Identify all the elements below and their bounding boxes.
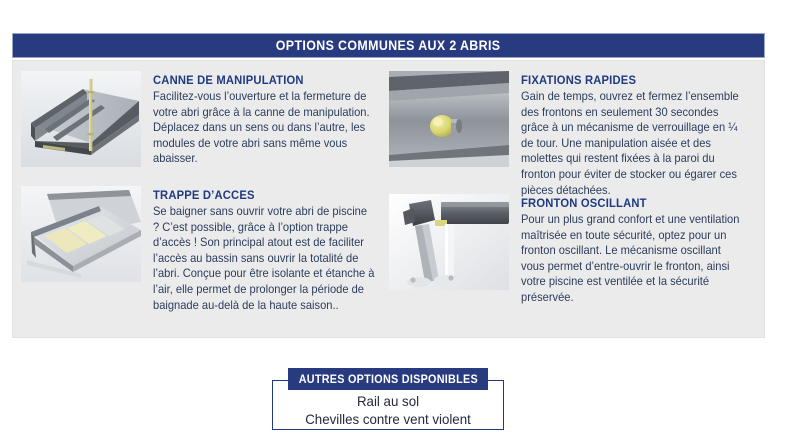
- feature-trappe-d-acces: [21, 186, 385, 313]
- autres-options-header-banner: [288, 368, 488, 390]
- feature-title: TRAPPE D’ACCES: [153, 188, 255, 202]
- feature-title: FRONTON OSCILLANT: [521, 196, 647, 210]
- list-item: Rail au sol: [356, 393, 420, 409]
- features-panel: [12, 60, 765, 338]
- autres-options-section: [272, 368, 504, 430]
- feature-image-fronton-oscillant: [389, 194, 509, 290]
- feature-text-fronton-oscillant: [521, 194, 753, 306]
- feature-image-fixations-rapides: [389, 71, 509, 167]
- options-header-banner: [12, 33, 765, 58]
- feature-fixations-rapides: [389, 71, 753, 198]
- feature-image-trappe-d-acces: [21, 186, 141, 282]
- feature-fronton-oscillant: [389, 194, 753, 306]
- features-column-left: [13, 61, 389, 337]
- mecanisme-fronton-oscillant-icon: [389, 194, 509, 290]
- feature-title: FIXATIONS RAPIDES: [521, 73, 637, 87]
- feature-body: Gain de temps, ouvrez et fermez l’ensemble des frontons en seulement 30 secondes grâce à un mécanisme de verrouillage en ¼ de tour. Une manipulation aisée et des molettes qui restent fixées à la paroi du fronton pour éviter de stocker ou égarer ces pièces détachées.: [521, 90, 739, 197]
- page-title: OPTIONS COMMUNES AUX 2 ABRIS: [276, 38, 501, 53]
- molette-sur-rail-icon: [389, 71, 509, 167]
- feature-body: Pour un plus grand confort et une ventilation maîtrisée en toute sécurité, optez pour un fronton oscillant. Le mécanisme oscillant vous permet d’entre-ouvrir le fronton, ainsi votre piscine est ventilée et la sécurité préservée.: [521, 213, 740, 304]
- rail-abri-canne-icon: [21, 71, 141, 167]
- feature-text-canne-de-manipulation: [153, 71, 385, 167]
- autres-options-title: AUTRES OPTIONS DISPONIBLES: [298, 372, 478, 386]
- feature-body: Facilitez-vous l’ouverture et la fermeture de votre abri grâce à la canne de manipulation. Déplacez dans un sens ou dans l’autre, les modules de votre abri sans même vous abaisser.: [153, 90, 370, 166]
- feature-image-canne-de-manipulation: [21, 71, 141, 167]
- trappe-panneau-isolant-icon: [21, 186, 141, 282]
- list-item: Chevilles contre vent violent: [305, 411, 471, 427]
- feature-text-fixations-rapides: [521, 71, 753, 198]
- feature-title: CANNE DE MANIPULATION: [153, 73, 304, 87]
- feature-body: Se baigner sans ouvrir votre abri de piscine ? C’est possible, grâce à l’option trappe d’accès ! Son principal atout est de faciliter l’accès au bassin sans ouvrir la totalité de l’abri. Conçue pour être isolante et étanche à l’air, elle permet de prolonger la période de baignade au-delà de la haute saison..: [153, 205, 375, 312]
- feature-text-trappe-d-acces: [153, 186, 385, 313]
- autres-options-list: [272, 392, 504, 428]
- feature-canne-de-manipulation: [21, 71, 385, 167]
- features-column-right: [389, 61, 765, 337]
